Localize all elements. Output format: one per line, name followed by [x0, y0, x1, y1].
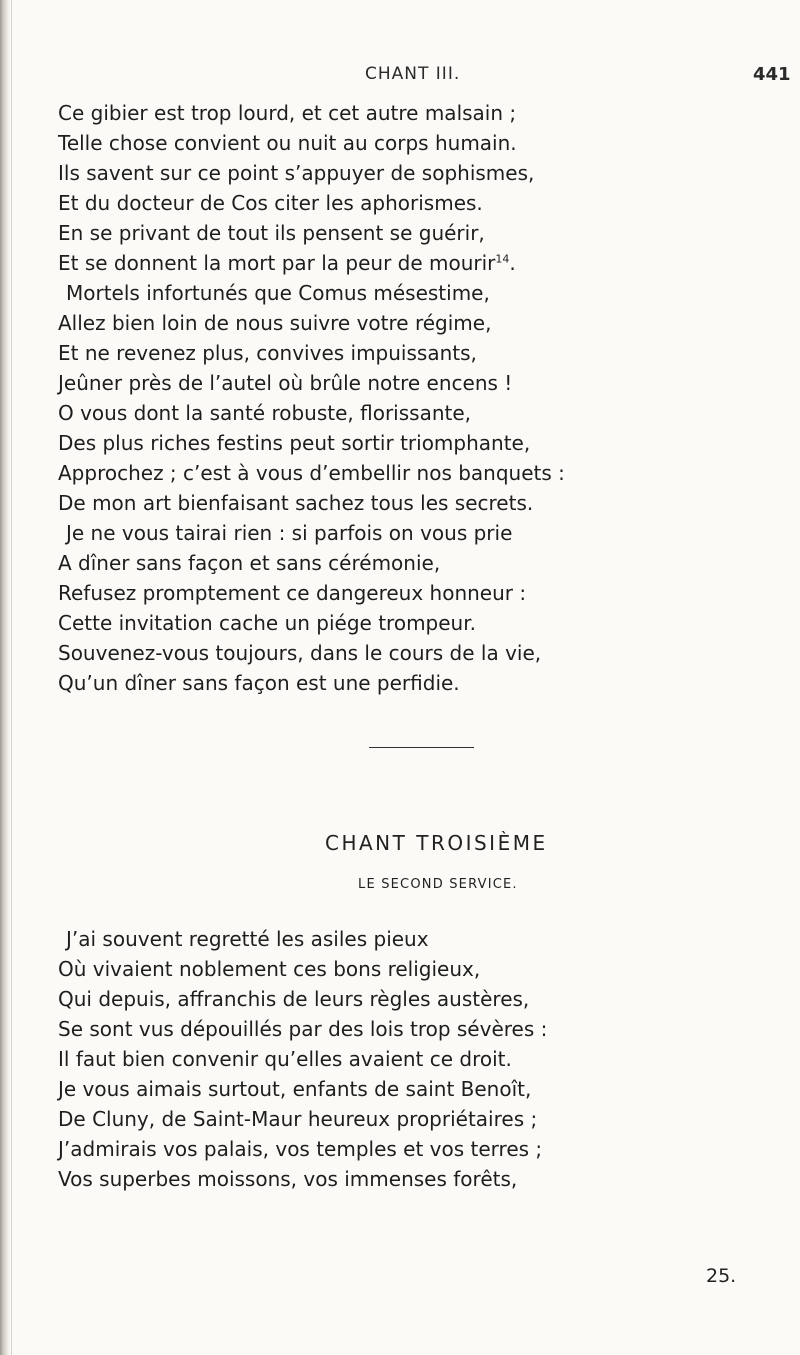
- verse-line: Je ne vous tairai rien : si parfois on vous prie: [66, 521, 513, 545]
- verse-line: Je vous aimais surtout, enfants de saint Benoît,: [58, 1077, 532, 1101]
- verse-line: Il faut bien convenir qu’elles avaient ce droit.: [58, 1047, 512, 1071]
- verse-line: Jeûner près de l’autel où brûle notre encens !: [58, 371, 513, 395]
- section-subtitle: LE SECOND SERVICE.: [358, 877, 518, 892]
- section-divider-rule: [369, 747, 474, 748]
- verse-line: Et du docteur de Cos citer les aphorismes.: [58, 191, 483, 215]
- verse-line: Telle chose convient ou nuit au corps humain.: [58, 131, 517, 155]
- running-head: [0, 64, 800, 92]
- verse-line: J’admirais vos palais, vos temples et vos terres ;: [58, 1137, 543, 1161]
- verse-line: J’ai souvent regretté les asiles pieux: [66, 927, 429, 951]
- verse-line: Ce gibier est trop lourd, et cet autre malsain ;: [58, 101, 517, 125]
- verse-line: Vos superbes moissons, vos immenses forêts,: [58, 1167, 518, 1191]
- verse-line: De mon art bienfaisant sachez tous les secrets.: [58, 491, 534, 515]
- verse-line: Ils savent sur ce point s’appuyer de sophismes,: [58, 161, 535, 185]
- verse-line: Mortels infortunés que Comus mésestime,: [66, 281, 490, 305]
- running-title: CHANT III.: [365, 64, 461, 84]
- verse-line: Approchez ; c’est à vous d’embellir nos banquets :: [58, 461, 565, 485]
- verse-line: Souvenez-vous toujours, dans le cours de la vie,: [58, 641, 542, 665]
- verse-line: Des plus riches festins peut sortir triomphante,: [58, 431, 531, 455]
- verse-line: Et se donnent la mort par la peur de mourir$^{14}$.: [58, 251, 516, 275]
- verse-line: Qui depuis, affranchis de leurs règles austères,: [58, 987, 530, 1011]
- verse-line: Refusez promptement ce dangereux honneur :: [58, 581, 527, 605]
- verse-line: A dîner sans façon et sans cérémonie,: [58, 551, 441, 575]
- verse-line: De Cluny, de Saint-Maur heureux propriétaires ;: [58, 1107, 538, 1131]
- verse-line: Et ne revenez plus, convives impuissants,: [58, 341, 477, 365]
- verse-line: Qu’un dîner sans façon est une perfidie.: [58, 671, 460, 695]
- page-number: 441: [753, 64, 791, 85]
- verse-line: O vous dont la santé robuste, florissante,: [58, 401, 472, 425]
- chapter-heading: CHANT TROISIÈME: [325, 831, 548, 855]
- verse-line: Où vivaient noblement ces bons religieux,: [58, 957, 481, 981]
- verse-line: Allez bien loin de nous suivre votre régime,: [58, 311, 492, 335]
- signature-mark: 25.: [706, 1265, 737, 1287]
- verse-line: Se sont vus dépouillés par des lois trop sévères :: [58, 1017, 548, 1041]
- verse-line: Cette invitation cache un piége trompeur.: [58, 611, 476, 635]
- footnote-reference: 14: [495, 252, 510, 266]
- verse-line: En se privant de tout ils pensent se guérir,: [58, 221, 485, 245]
